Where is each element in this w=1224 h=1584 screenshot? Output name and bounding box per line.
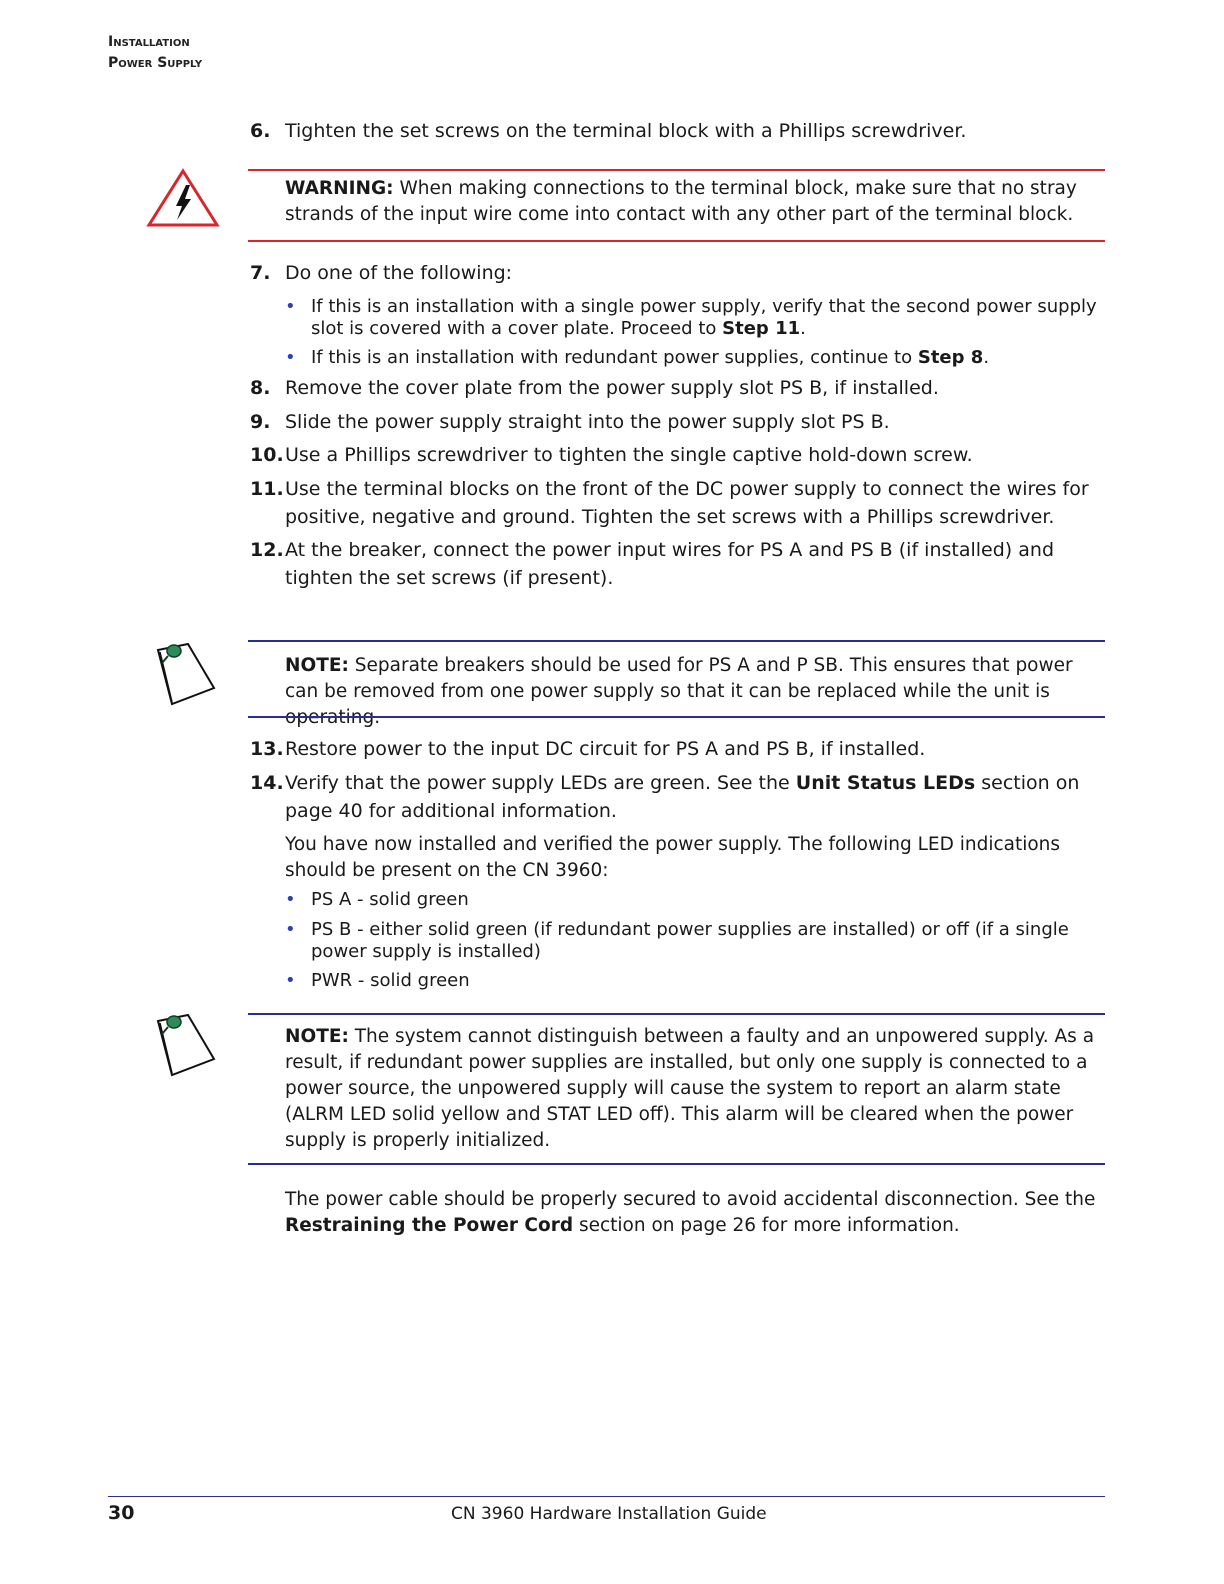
led-item-ps-a: [285, 889, 1115, 911]
option-text-end: .: [800, 318, 806, 339]
step-text: Tighten the set screws on the terminal block with a Phillips screwdriver.: [285, 120, 967, 142]
step-text: Use the terminal blocks on the front of the DC power supply to connect the wires for positive, negative and ground. Tighten the set screws with a Phillips screwdriver.: [285, 478, 1089, 528]
led-text: PWR - solid green: [311, 970, 470, 991]
step-number: 9.: [250, 411, 271, 433]
note-1-top-rule: [248, 640, 1105, 642]
step-text: Use a Phillips screwdriver to tighten the single captive hold-down screw.: [285, 444, 973, 466]
warning-bottom-rule: [248, 240, 1105, 242]
note-2-top-rule: [248, 1013, 1105, 1015]
note-pin-icon: [152, 636, 218, 708]
note-2-bottom-rule: [248, 1163, 1105, 1165]
closing-paragraph: [285, 1187, 1105, 1239]
step-13: [250, 735, 1110, 763]
footer-title: CN 3960 Hardware Installation Guide: [451, 1504, 767, 1524]
step-9: [250, 408, 1110, 436]
step-number: 6.: [250, 120, 271, 142]
bullet-icon: •: [285, 296, 296, 317]
step-text: Restore power to the input DC circuit for PS A and PS B, if installed.: [285, 738, 926, 760]
bullet-icon: •: [285, 889, 296, 910]
section-reference: Unit Status LEDs: [795, 772, 976, 794]
step-12: [250, 536, 1110, 592]
header-subsection: Power Supply: [108, 55, 203, 71]
verified-paragraph: You have now installed and verified the power supply. The following LED indications should be present on the CN 3960:: [285, 834, 1061, 881]
note-pin-icon: [152, 1007, 218, 1079]
warning-label: WARNING:: [285, 178, 394, 199]
step-reference: Step 8: [917, 347, 984, 368]
step-text: Slide the power supply straight into the power supply slot PS B.: [285, 411, 890, 433]
warning-icon: [146, 168, 220, 228]
step-10: [250, 441, 1110, 469]
warning-text: When making connections to the terminal block, make sure that no stray strands of the input wire come into contact with any other part of the terminal block.: [285, 178, 1077, 225]
warning-top-rule: [248, 169, 1105, 171]
running-header: [108, 32, 202, 74]
option-text: If this is an installation with redundant power supplies, continue to: [311, 347, 918, 368]
step-text: Verify that the power supply LEDs are green. See the: [285, 772, 796, 794]
bullet-icon: •: [285, 970, 296, 991]
step-text: Remove the cover plate from the power supply slot PS B, if installed.: [285, 377, 939, 399]
page-number: 30: [108, 1502, 135, 1524]
note-2-callout: [285, 1024, 1105, 1154]
step-number: 8.: [250, 377, 271, 399]
step-number: 11.: [250, 478, 284, 500]
note-label: NOTE:: [285, 655, 349, 676]
section-reference: Restraining the Power Cord: [285, 1215, 574, 1236]
note-text: The system cannot distinguish between a faulty and an unpowered supply. As a result, if redundant power supplies are installed, but only one supply is connected to a power source, the unpowered supply will cause the system to report an alarm state (ALRM LED solid yellow and STAT LED off). This alarm will be cleared when the power supply is properly initialized.: [285, 1026, 1095, 1151]
step-7: [250, 259, 1110, 287]
note-text: Separate breakers should be used for PS A and P SB. This ensures that power can be removed from one power supply so that it can be replaced while the unit is operating.: [285, 655, 1073, 728]
option-text: If this is an installation with a single power supply, verify that the second power supply slot is covered with a cover plate. Proceed to: [311, 296, 1097, 339]
footer-rule: [108, 1496, 1105, 1497]
step-number: 7.: [250, 262, 271, 284]
step-7-option-1: [285, 296, 1115, 340]
note-label: NOTE:: [285, 1026, 349, 1047]
note-1-bottom-rule: [248, 716, 1105, 718]
header-section: Installation: [108, 34, 190, 50]
step-7-option-2: [285, 347, 1115, 369]
closing-text: The power cable should be properly secured to avoid accidental disconnection. See the: [285, 1189, 1096, 1210]
step-11: [250, 475, 1110, 531]
option-text-end: .: [983, 347, 990, 368]
step-number: 12.: [250, 539, 284, 561]
step-6: [250, 117, 1110, 145]
step-number: 13.: [250, 738, 284, 760]
bullet-icon: •: [285, 919, 296, 940]
step-text: Do one of the following:: [285, 262, 513, 284]
step-14: [250, 769, 1110, 825]
led-text: PS B - either solid green (if redundant power supplies are installed) or off (if a single power supply is installed): [311, 919, 1069, 962]
step-reference: Step 11: [722, 318, 801, 339]
step-text: At the breaker, connect the power input wires for PS A and PS B (if installed) and tighten the set screws (if present).: [285, 539, 1054, 589]
bullet-icon: •: [285, 347, 296, 368]
step-text-end: section on page 40 for additional information.: [285, 772, 1080, 822]
step-number: 10.: [250, 444, 284, 466]
led-text: PS A - solid green: [311, 889, 469, 910]
led-item-pwr: [285, 970, 1115, 992]
warning-callout: [285, 176, 1105, 228]
step-number: 14.: [250, 772, 284, 794]
note-1-callout: [285, 653, 1105, 731]
closing-text-end: section on page 26 for more information.: [573, 1215, 960, 1236]
step-8: [250, 374, 1110, 402]
led-item-ps-b: [285, 919, 1115, 963]
